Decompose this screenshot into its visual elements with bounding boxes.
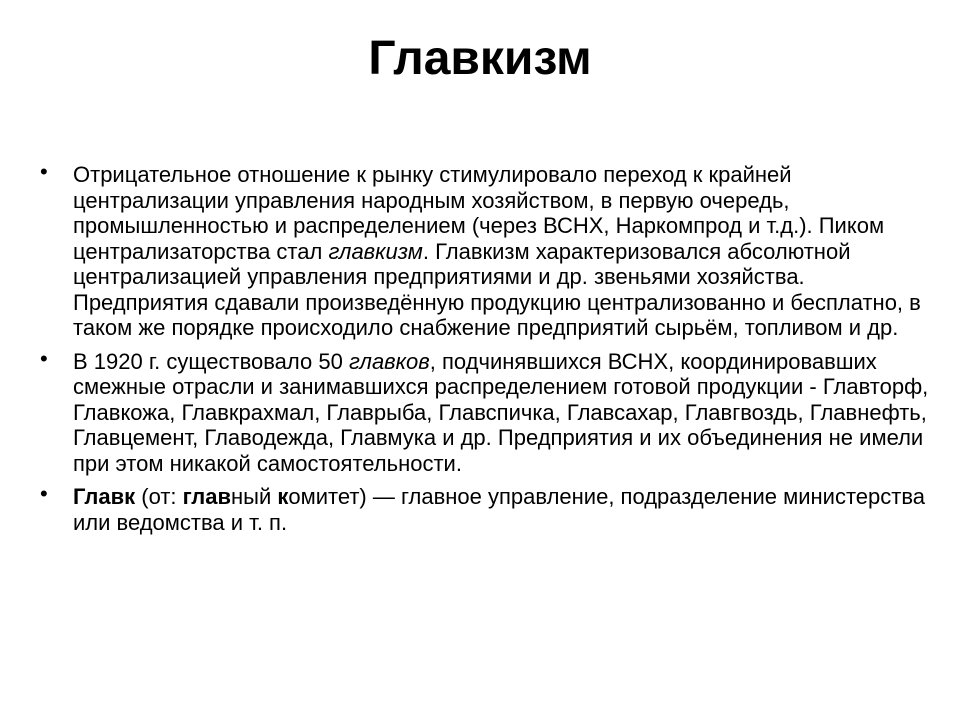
bullet-item xyxy=(40,345,940,477)
text-segment: . Главкизм характеризовался абсолютной централизацией управления предприятиями и др. звеньями хозяйства. Предприятия сдавали произведённую продукцию централизованно и бесплатно, в таком же порядке происходило снабжение предприятий сырьём, топливом и др. xyxy=(73,238,921,340)
bullet-marker: • xyxy=(40,481,48,506)
text-segment: ный xyxy=(230,484,278,509)
text-segment: (от: xyxy=(135,484,183,509)
text-segment: главкизм xyxy=(328,238,423,264)
bullet-marker: • xyxy=(40,345,48,371)
bullet-marker: • xyxy=(40,159,48,184)
text-segment: , подчинявшихся ВСНХ, координировавших смежные отрасли и занимавшихся распределением готовой продукции - Главторф, Главкожа, Главкрахмал, Главрыба, Главспичка, Главсахар, Главгвоздь, Главнефть, Главцемент, Главодежда, Главмука и др. Предприятия и их объединения не имели при этом никакой самостоятельности. xyxy=(73,348,929,476)
text-segment: Отрицательное отношение к рынку стимулировало переход к крайней централизации управления народным хозяйством, в первую очередь, промышленностью и распределением (через ВСНХ, Наркомпрод и т.д.). Пиком централизаторства стал xyxy=(73,162,885,264)
text-segment: к xyxy=(277,484,289,509)
bullet-text xyxy=(73,349,940,477)
text-segment: омитет) — главное управление, подразделение министерства или ведомства и т. п. xyxy=(73,484,925,535)
bullet-item xyxy=(40,481,940,535)
slide-title: Главкизм xyxy=(368,32,592,85)
bullet-item xyxy=(40,159,940,341)
bullet-list xyxy=(40,159,940,543)
text-segment: Главк xyxy=(73,484,136,509)
text-segment: В 1920 г. существовало 50 xyxy=(73,348,349,374)
text-segment: главков xyxy=(348,348,430,374)
bullet-text xyxy=(73,484,940,535)
bullet-text xyxy=(73,162,940,341)
text-segment: глав xyxy=(182,484,231,509)
